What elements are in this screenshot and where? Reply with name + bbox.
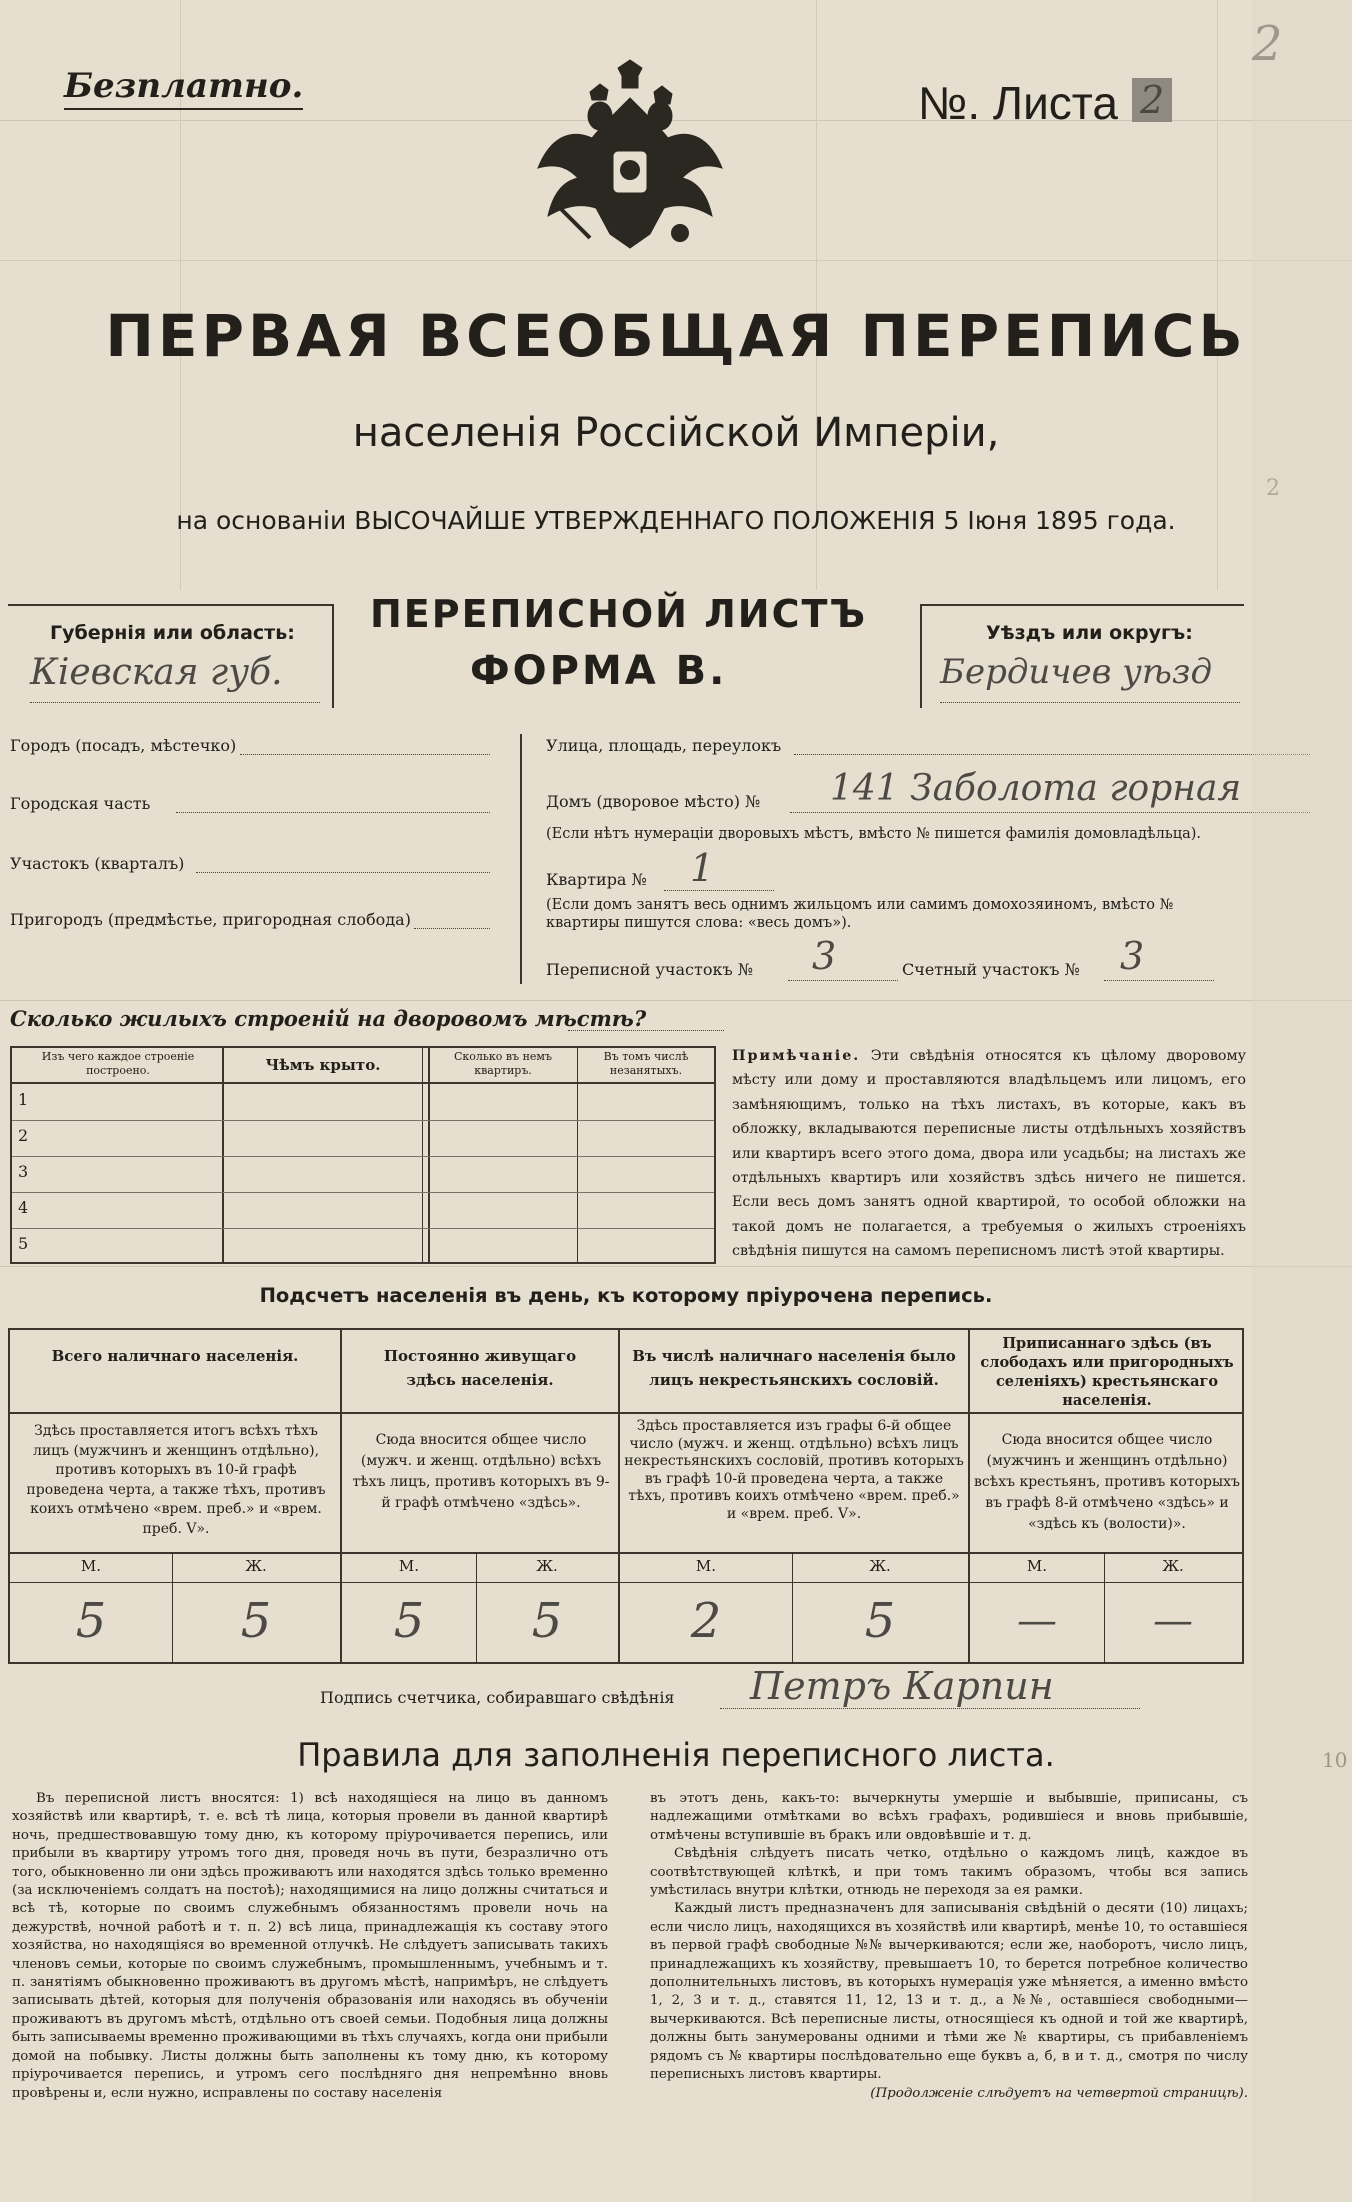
buildings-table xyxy=(10,1046,716,1264)
precinct-label: Участокъ (кварталъ) xyxy=(10,854,185,873)
population-non-peasant-male[interactable]: 2 xyxy=(690,1593,722,1649)
buildings-row-number: 1 xyxy=(18,1090,29,1109)
population-table xyxy=(8,1328,1244,1664)
population-head-permanent: Постоянно живущаго здѣсь населенія. xyxy=(383,1347,577,1389)
population-f-label: Ж. xyxy=(869,1557,891,1575)
population-m-label: М. xyxy=(695,1557,717,1575)
margin-mark: 2 xyxy=(1266,476,1280,501)
count-precinct-label: Счетный участокъ № xyxy=(902,960,1080,979)
buildings-row-number: 2 xyxy=(18,1126,29,1145)
census-precinct-label: Переписной участокъ № xyxy=(546,960,753,979)
population-f-label: Ж. xyxy=(245,1557,267,1575)
buildings-header-roof: Чѣмъ крыто. xyxy=(265,1056,381,1074)
population-head-non-peasant: Въ числѣ наличнаго населенія было лицъ некрестьянскихъ сословій. xyxy=(632,1347,956,1389)
gubernia-label: Губернія или область: xyxy=(50,622,295,644)
rules-title: Правила для заполненія переписного листа. xyxy=(297,1736,1055,1774)
house-note: (Если нѣтъ нумераціи дворовыхъ мѣстъ, вмѣсто № пишется фамилія домовладѣльца). xyxy=(546,826,1202,842)
city-label: Городъ (посадъ, мѣстечко) xyxy=(10,736,237,755)
apartment-value[interactable]: 1 xyxy=(690,846,715,890)
signature-value[interactable]: Петръ Карпин xyxy=(750,1664,1054,1708)
buildings-question: Сколько жилыхъ строеній на дворовомъ мѣстѣ? xyxy=(10,1006,647,1031)
sheet-number-value[interactable]: 2 xyxy=(1132,78,1172,122)
census-precinct-value[interactable]: 3 xyxy=(812,934,837,978)
population-permanent-male[interactable]: 5 xyxy=(393,1593,425,1649)
rules-right-paragraph: Каждый листъ предназначенъ для записыванія свѣдѣній о десяти (10) лицахъ; если число лицъ, находящихся въ хозяйствѣ или квартирѣ, менѣе 10, то оставшіеся въ первой графѣ свободные №№ вычеркиваются; если же, наоборотъ, число лицъ, принадлежащихъ къ хозяйству, превышаетъ 10, то берется потребное количество дополнительныхъ листовъ, въ которыхъ нумерація уже мѣняется, а именно вмѣсто 1, 2, 3 и т. д., ставятся 11, 12, 13 и т. д., а №№, оставшіеся свободными—вычеркиваются. Всѣ переписные листы, относящіеся къ одной и той же квартирѣ, должны быть занумерованы одними и тѣми же № квартиры, съ прибавленіемъ рядомъ съ № квартиры послѣдовательно еще буквъ а, б, в и т. д., смотря по числу переписныхъ листовъ квартиры. xyxy=(650,1901,1248,2083)
buildings-note-title: Примѣчаніе. xyxy=(732,1048,861,1064)
population-f-label: Ж. xyxy=(1162,1557,1184,1575)
sheet-number-label: №. Листа xyxy=(918,77,1118,129)
house-value[interactable]: 141 Заболота горная xyxy=(830,768,1242,809)
population-peasant-female[interactable]: — xyxy=(1153,1598,1193,1644)
rules-left-column: Въ переписной листъ вносятся: 1) всѣ находящіеся на лицо въ данномъ хозяйствѣ или квартирѣ, т. е. всѣ тѣ лица, которыя провели въ данной квартирѣ ночь, предшествовавшую тому дню, къ которому пріурочивается перепись, или прибыли въ квартиру утромъ того дня, проведя ночь въ пути, безразлично отъ того, обыкновенно ли они здѣсь проживаютъ или находятся здѣсь только временно (за исключеніемъ солдатъ на постоѣ); находящимися на лицо должны считаться и всѣ тѣ, которые по своимъ служебнымъ обязанностямъ провели ночь на дежурствѣ, ночной работѣ и т. п. 2) всѣ лица, принадлежащія къ составу этого хозяйства, но находящіяся во временной отлучкѣ. Не слѣдуетъ записывать такихъ членовъ семьи, которые по своимъ служебнымъ, промышленнымъ, учебнымъ и т. п. занятіямъ обыкновенно проживаютъ въ другомъ мѣстѣ, напримѣръ, не слѣдуетъ записывать дѣтей, которыя для полученія образованія или находясь въ обученіи проживаютъ въ другомъ мѣстѣ, отдѣльно отъ своей семьи. Подобныя лица должны быть записываемы временно проживающими въ тѣхъ случаяхъ, когда они прибыли домой на побывку. Листы должны быть заполнены къ тому дню, къ которому пріурочивается перепись, и утромъ сего послѣдняго дня непремѣнно вновь провѣрены и, если нужно, исправлены по составу населенія xyxy=(12,1791,608,2101)
population-head-registered-peasant: Приписаннаго здѣсь (въ слободахъ или пригородныхъ селеніяхъ) крестьянскаго населенія. xyxy=(980,1335,1234,1409)
free-label: Безплатно. xyxy=(64,66,303,110)
population-desc-permanent: Сюда вносится общее число (мужч. и женщ. отдѣльно) всѣхъ тѣхъ лицъ, противъ которыхъ въ 9-й графѣ отмѣчено «здѣсь». xyxy=(352,1432,610,1511)
population-m-label: М. xyxy=(1026,1557,1048,1575)
buildings-note xyxy=(732,1044,1246,1264)
population-m-label: М. xyxy=(80,1557,102,1575)
buildings-header-material: Изъ чего каждое строеніе построено. xyxy=(41,1050,195,1077)
apartment-label: Квартира № xyxy=(546,870,647,889)
population-m-label: М. xyxy=(398,1557,420,1575)
count-precinct-value[interactable]: 3 xyxy=(1120,934,1145,978)
population-present-female[interactable]: 5 xyxy=(240,1593,272,1649)
house-label: Домъ (дворовое мѣсто) № xyxy=(546,792,761,811)
corner-mark: 2 xyxy=(1252,16,1283,72)
buildings-header-vacant: Въ томъ числѣ незанятыхъ. xyxy=(603,1050,689,1077)
uezd-value[interactable]: Бердичев уѣзд xyxy=(940,652,1212,692)
buildings-note-text: Эти свѣдѣнія относятся къ цѣлому дворовому мѣсту или дому и проставляются владѣльцемъ или лицомъ, его замѣняющимъ, только на тѣхъ листахъ, въ которые, какъ въ обложку, вкладываются переписные листы отдѣльныхъ хозяйствъ или квартиръ всего этого дома, двора или усадьбы; на листахъ же отдѣльныхъ квартиръ или хозяйствъ здѣсь ничего не пишется. Если весь домъ занятъ одной квартирой, то особой обложки на такой домъ не полагается, а требуемыя о жилыхъ строеніяхъ свѣдѣнія пишутся на самомъ переписномъ листѣ этой квартиры. xyxy=(732,1048,1247,1260)
rules-continued: (Продолженіе слѣдуетъ на четвертой страницѣ). xyxy=(870,2085,1248,2101)
rules-right-paragraph: въ этотъ день, какъ-то: вычеркнуты умершіе и выбывшіе, приписаны, съ надлежащими отмѣтками во всѣхъ графахъ, родившіеся и вновь прибывшіе, отмѣчены вступившіе въ бракъ или овдовѣвшіе и т. д. xyxy=(650,1791,1248,1843)
population-present-male[interactable]: 5 xyxy=(75,1593,107,1649)
population-permanent-female[interactable]: 5 xyxy=(531,1593,563,1649)
population-title: Подсчетъ населенія въ день, къ которому пріурочена перепись. xyxy=(259,1284,993,1307)
suburb-label: Пригородъ (предмѣстье, пригородная слобода) xyxy=(10,910,411,929)
population-non-peasant-female[interactable]: 5 xyxy=(864,1593,896,1649)
margin-mark: 10 xyxy=(1322,1748,1348,1772)
uezd-label: Уѣздъ или округъ: xyxy=(986,622,1193,644)
gubernia-value[interactable]: Кіевская губ. xyxy=(30,652,283,693)
form-title: ПЕРЕПИСНОЙ ЛИСТЪ xyxy=(370,592,868,636)
population-head-present: Всего наличнаго населенія. xyxy=(51,1347,299,1365)
page-title: ПЕРВАЯ ВСЕОБЩАЯ ПЕРЕПИСЬ xyxy=(105,302,1247,370)
population-desc-present: Здѣсь проставляется итогъ всѣхъ тѣхъ лицъ (мужчинъ и женщинъ отдѣльно), противъ которыхъ въ 10-й графѣ проведена черта, а также тѣхъ, противъ коихъ отмѣчено «врем. преб.» и «врем. преб. V». xyxy=(26,1423,326,1537)
buildings-header-apartments: Сколько въ немъ квартиръ. xyxy=(454,1050,552,1077)
population-peasant-male[interactable]: — xyxy=(1017,1598,1057,1644)
imperial-eagle-emblem xyxy=(530,58,730,258)
population-f-label: Ж. xyxy=(536,1557,558,1575)
signature-label: Подпись счетчика, собиравшаго свѣдѣнія xyxy=(320,1688,675,1707)
form-name: ФОРМА В. xyxy=(470,648,728,694)
city-part-label: Городская часть xyxy=(10,794,151,813)
buildings-row-number: 3 xyxy=(18,1162,29,1181)
population-desc-registered-peasant: Сюда вносится общее число (мужчинъ и женщинъ отдѣльно) всѣхъ крестьянъ, противъ которыхъ въ графѣ 8-й отмѣчено «здѣсь» и «здѣсь къ (волости)». xyxy=(974,1432,1240,1532)
buildings-row-number: 5 xyxy=(18,1234,29,1253)
rules-right-paragraph: Свѣдѣнія слѣдуетъ писать четко, отдѣльно о каждомъ лицѣ, каждое въ соотвѣтствующей клѣткѣ, и при томъ такимъ образомъ, чтобы вся запись умѣстилась внутри клѣтки, отнюдь не переходя за ея рамки. xyxy=(650,1846,1248,1899)
buildings-row-number: 4 xyxy=(18,1198,29,1217)
page-subtitle: населенія Россійской Имперіи, xyxy=(352,410,1000,456)
population-desc-non-peasant: Здѣсь проставляется изъ графы 6-й общее число (мужч. и женщ. отдѣльно) всѣхъ лицъ некрестьянскихъ сословій, противъ которыхъ въ графѣ 10-й проведена черта, а также тѣхъ, противъ коихъ отмѣчено «врем. преб.» и «врем. преб. V». xyxy=(624,1418,964,1522)
rules-right-column xyxy=(650,1790,1248,2103)
street-label: Улица, площадь, переулокъ xyxy=(546,736,782,755)
apartment-note: (Если домъ занятъ весь однимъ жильцомъ или самимъ домохозяиномъ, вмѣсто № квартиры пишутся слова: «весь домъ»). xyxy=(546,897,1174,931)
legal-basis: на основаніи ВЫСОЧАЙШЕ УТВЕРЖДЕННАГО ПОЛОЖЕНІЯ 5 Іюня 1895 года. xyxy=(176,506,1176,535)
